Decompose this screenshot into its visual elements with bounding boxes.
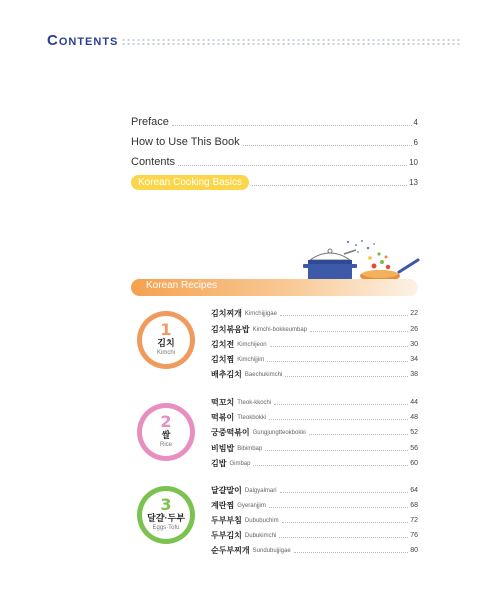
category-badge-rice bbox=[137, 403, 195, 461]
leader-dots bbox=[178, 165, 407, 166]
toc-item-page: 6 bbox=[413, 137, 418, 147]
recipe-korean: 떡볶이 bbox=[211, 413, 235, 422]
recipe-item[interactable] bbox=[211, 484, 418, 497]
category-number: 2 bbox=[160, 412, 172, 431]
recipe-page: 38 bbox=[410, 371, 418, 378]
recipe-page: 52 bbox=[410, 429, 418, 436]
recipe-page: 22 bbox=[410, 310, 418, 317]
recipe-english: Gimbap bbox=[229, 460, 251, 467]
category-number: 1 bbox=[160, 320, 172, 339]
leader-dots bbox=[279, 537, 408, 538]
page-title: Contents bbox=[47, 32, 119, 49]
category-english: Eggs·Tofu bbox=[152, 525, 180, 531]
recipe-korean: 김치전 bbox=[211, 340, 235, 349]
toc-item-how-to-use[interactable] bbox=[131, 134, 418, 150]
toc-item-preface[interactable] bbox=[131, 114, 418, 130]
leader-dots bbox=[274, 404, 408, 405]
recipe-english: Baechukimchi bbox=[244, 371, 283, 378]
recipe-page: 68 bbox=[410, 502, 418, 509]
recipe-item[interactable] bbox=[211, 457, 418, 470]
recipe-korean: 김치찜 bbox=[211, 355, 235, 364]
recipe-english: Gungjungtteokbokki bbox=[252, 429, 306, 436]
recipe-english: Dububuchim bbox=[244, 517, 279, 524]
recipe-korean: 달걀말이 bbox=[211, 486, 242, 495]
recipe-english: Bibimbap bbox=[237, 445, 263, 452]
recipe-page: 64 bbox=[410, 487, 418, 494]
toc-item-page: 10 bbox=[409, 157, 418, 167]
recipe-page: 76 bbox=[410, 532, 418, 539]
recipe-korean: 김치찌개 bbox=[211, 309, 242, 318]
section-banner-label: Korean Recipes bbox=[146, 280, 218, 291]
recipe-page: 48 bbox=[410, 414, 418, 421]
recipe-korean: 김치볶음밥 bbox=[211, 325, 250, 334]
leader-dots bbox=[282, 522, 409, 523]
leader-dots bbox=[267, 361, 408, 362]
recipe-item[interactable] bbox=[211, 529, 418, 542]
recipe-english: Tteok-kkochi bbox=[237, 399, 272, 406]
recipe-item[interactable] bbox=[211, 353, 418, 366]
recipe-page: 60 bbox=[410, 460, 418, 467]
recipe-korean: 배추김치 bbox=[211, 370, 242, 379]
category-english: Kimchi bbox=[156, 350, 175, 356]
recipe-item[interactable] bbox=[211, 368, 418, 381]
recipe-item[interactable] bbox=[211, 411, 418, 424]
recipe-item[interactable] bbox=[211, 323, 418, 336]
recipe-item[interactable] bbox=[211, 544, 418, 557]
recipe-page: 26 bbox=[410, 326, 418, 333]
recipe-korean: 궁중떡볶이 bbox=[211, 428, 250, 437]
category-korean: 달걀·두부 bbox=[147, 513, 185, 523]
recipe-item[interactable] bbox=[211, 307, 418, 320]
recipe-page: 30 bbox=[410, 341, 418, 348]
leader-dots bbox=[310, 331, 408, 332]
leader-dots bbox=[243, 145, 412, 146]
leader-dots bbox=[265, 450, 408, 451]
toc-item-page: 4 bbox=[413, 117, 418, 127]
leader-dots bbox=[252, 185, 407, 186]
header-dotted-rule bbox=[121, 38, 461, 45]
leader-dots bbox=[253, 465, 408, 466]
recipe-korean: 순두부찌개 bbox=[211, 546, 250, 555]
leader-dots bbox=[285, 376, 408, 377]
recipe-english: Dubukimchi bbox=[244, 532, 277, 539]
leader-dots bbox=[172, 125, 412, 126]
toc-item-label: How to Use This Book bbox=[131, 136, 240, 148]
recipe-page: 72 bbox=[410, 517, 418, 524]
recipe-page: 34 bbox=[410, 356, 418, 363]
recipe-english: Sundubujjigae bbox=[252, 547, 291, 554]
category-korean: 쌀 bbox=[161, 430, 171, 440]
recipe-english: Gyeranjjim bbox=[237, 502, 266, 509]
recipe-page: 80 bbox=[410, 547, 418, 554]
category-badge-kimchi bbox=[137, 311, 195, 369]
recipe-item[interactable] bbox=[211, 338, 418, 351]
recipe-english: Tteokbokki bbox=[237, 414, 267, 421]
leader-dots bbox=[309, 434, 409, 435]
toc-item-label: Korean Cooking Basics bbox=[131, 175, 249, 190]
leader-dots bbox=[269, 507, 408, 508]
recipe-korean: 떡꼬치 bbox=[211, 398, 235, 407]
toc-item-label: Contents bbox=[131, 156, 176, 168]
recipe-item[interactable] bbox=[211, 396, 418, 409]
leader-dots bbox=[294, 552, 409, 553]
recipe-english: Dalgyalmari bbox=[244, 487, 277, 494]
leader-dots bbox=[280, 492, 409, 493]
toc-item-cooking-basics[interactable] bbox=[131, 174, 418, 190]
toc-item-label: Preface bbox=[131, 116, 169, 128]
category-badge-eggs-tofu bbox=[137, 486, 195, 544]
recipe-english: Kimchijjim bbox=[237, 356, 265, 363]
category-number: 3 bbox=[160, 495, 172, 514]
category-korean: 김치 bbox=[157, 338, 175, 348]
recipe-korean: 비빔밥 bbox=[211, 444, 235, 453]
recipe-item[interactable] bbox=[211, 514, 418, 527]
recipe-item[interactable] bbox=[211, 499, 418, 512]
recipe-korean: 두부부침 bbox=[211, 516, 242, 525]
recipe-english: Kimchijjigae bbox=[244, 310, 277, 317]
recipe-page: 56 bbox=[410, 445, 418, 452]
recipe-korean: 두부김치 bbox=[211, 531, 242, 540]
recipe-english: Kimchi-bokkeumbap bbox=[252, 326, 307, 333]
recipe-item[interactable] bbox=[211, 426, 418, 439]
recipe-korean: 계란찜 bbox=[211, 501, 235, 510]
recipe-item[interactable] bbox=[211, 442, 418, 455]
leader-dots bbox=[280, 315, 408, 316]
recipe-english: Kimchijeon bbox=[237, 341, 267, 348]
recipe-page: 44 bbox=[410, 399, 418, 406]
toc-item-page: 13 bbox=[409, 177, 418, 187]
leader-dots bbox=[269, 419, 408, 420]
leader-dots bbox=[270, 346, 409, 347]
toc-item-contents[interactable] bbox=[131, 154, 418, 170]
category-english: Rice bbox=[159, 442, 172, 448]
recipe-korean: 김밥 bbox=[211, 459, 227, 468]
